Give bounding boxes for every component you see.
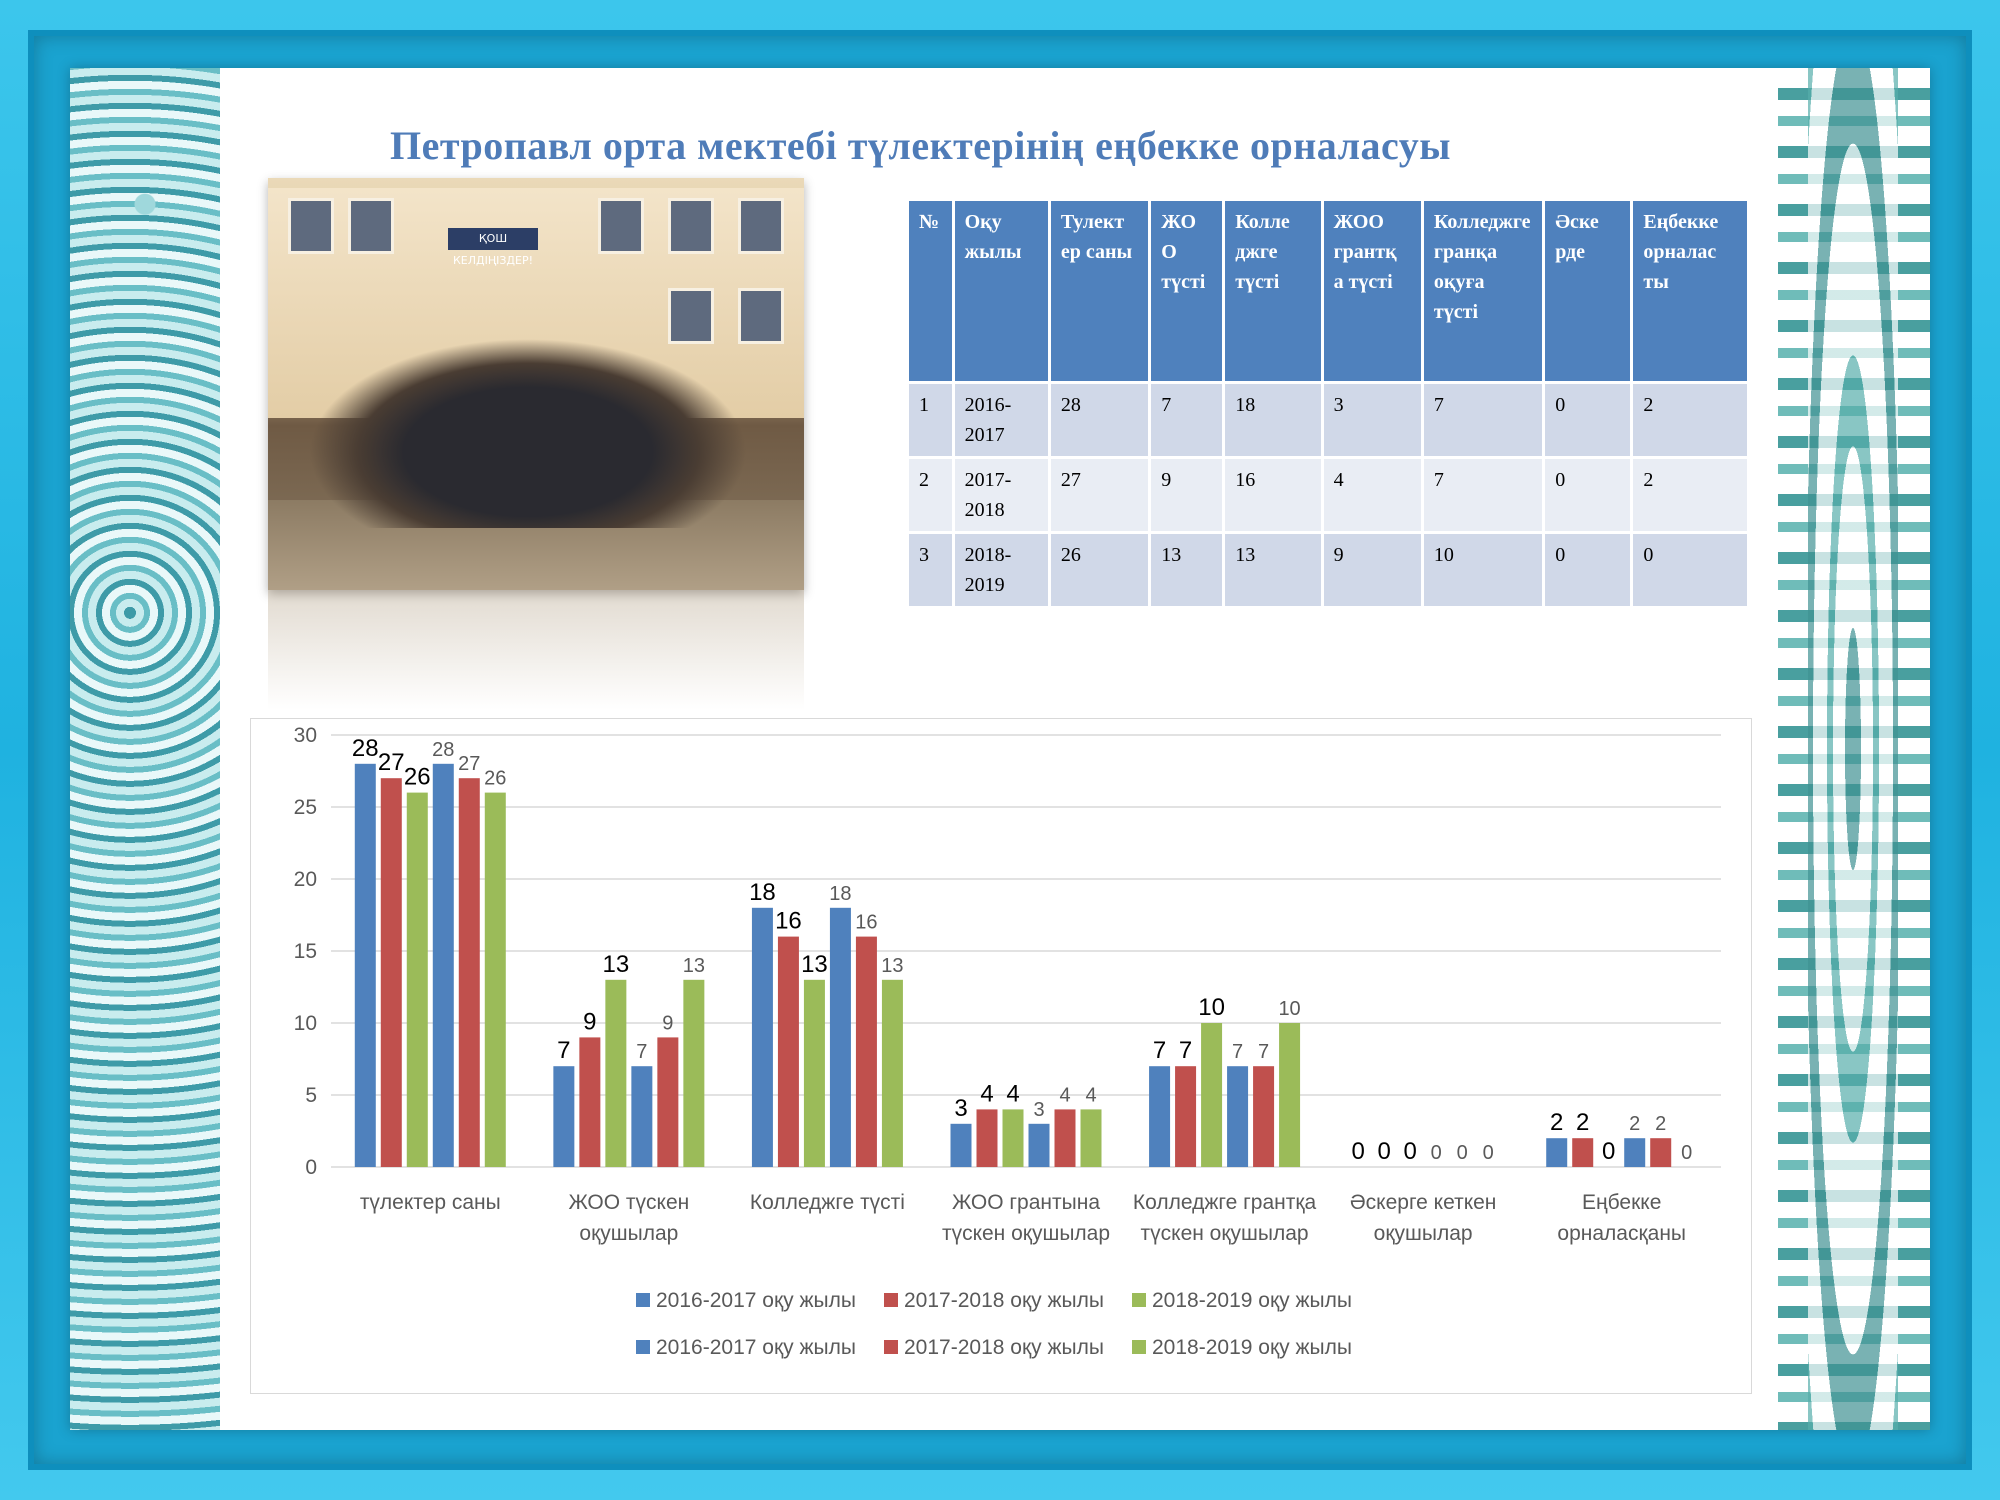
table-cell: 10 xyxy=(1424,534,1542,606)
photo-window xyxy=(668,288,714,344)
legend-swatch xyxy=(884,1340,898,1354)
school-photo xyxy=(268,178,804,590)
data-label: 7 xyxy=(557,1037,571,1065)
table-header-cell: ЖОО грантқ а түсті xyxy=(1324,201,1421,381)
data-label: 0 xyxy=(1456,1142,1468,1164)
bar xyxy=(1624,1138,1645,1167)
table-cell: 3 xyxy=(1324,384,1421,456)
table-cell: 13 xyxy=(1151,534,1222,606)
y-tick-label: 5 xyxy=(305,1084,317,1107)
x-tick-label: ЖОО грантына xyxy=(951,1191,1101,1214)
table-cell: 9 xyxy=(1151,459,1222,531)
bar xyxy=(1572,1138,1593,1167)
table-cell: 2 xyxy=(1633,459,1747,531)
x-tick-label: Колледжге түсті xyxy=(749,1191,905,1214)
legend-label: 2017-2018 оқу жылы xyxy=(904,1336,1104,1359)
bar-chart-container xyxy=(250,718,1752,1394)
data-label: 3 xyxy=(1033,1098,1045,1121)
table-header-cell: Колледжге гранқа оқуға түсті xyxy=(1424,201,1542,381)
x-tick-label: түлектер саны xyxy=(359,1191,501,1214)
x-tick-label: Әскерге кеткен xyxy=(1349,1191,1497,1214)
data-label: 7 xyxy=(636,1041,648,1064)
table-header-cell: Еңбекке орналас ты xyxy=(1633,201,1747,381)
data-label: 28 xyxy=(351,734,379,762)
table-cell: 0 xyxy=(1545,459,1630,531)
photo-reflection xyxy=(268,590,804,710)
table-row xyxy=(909,459,1747,531)
x-tick-label: түскен оқушылар xyxy=(1140,1222,1309,1245)
y-tick-label: 15 xyxy=(293,940,317,963)
table-header-cell: Әске рде xyxy=(1545,201,1630,381)
table-cell: 13 xyxy=(1225,534,1320,606)
table-cell: 0 xyxy=(1545,534,1630,606)
table-cell: 7 xyxy=(1424,384,1542,456)
bar xyxy=(1546,1138,1567,1167)
photo-window xyxy=(738,288,784,344)
data-label: 18 xyxy=(749,878,776,906)
table-row xyxy=(909,534,1747,606)
bar xyxy=(1029,1124,1050,1167)
table-cell: 4 xyxy=(1324,459,1421,531)
photo-window xyxy=(738,198,784,254)
data-label: 0 xyxy=(1403,1138,1417,1165)
x-tick-label: орналасқаны xyxy=(1557,1222,1687,1245)
legend-label: 2016-2017 оқу жылы xyxy=(656,1336,856,1359)
x-tick-label: ЖОО түскен xyxy=(568,1191,690,1214)
data-label: 27 xyxy=(458,753,481,776)
data-label: 13 xyxy=(602,950,630,978)
x-tick-label: Колледжге грантқа xyxy=(1132,1191,1317,1214)
legend-swatch xyxy=(636,1340,650,1354)
data-label: 26 xyxy=(484,767,507,790)
photo-sign: ҚОШ КЕЛДІҢІЗДЕР! xyxy=(448,228,538,250)
bar xyxy=(1055,1109,1076,1167)
legend-swatch xyxy=(1132,1293,1146,1307)
bar xyxy=(1149,1066,1170,1167)
data-label: 26 xyxy=(403,763,431,791)
bar xyxy=(485,793,506,1167)
bar xyxy=(1003,1109,1024,1167)
graduates-table xyxy=(906,198,1750,609)
table-cell: 0 xyxy=(1545,384,1630,456)
data-label: 7 xyxy=(1152,1037,1167,1065)
data-label: 0 xyxy=(1602,1138,1616,1165)
data-label: 0 xyxy=(1430,1142,1442,1164)
data-label: 9 xyxy=(662,1012,674,1035)
data-label: 27 xyxy=(377,749,405,777)
bar xyxy=(1175,1066,1196,1167)
table-header-cell: Оқу жылы xyxy=(955,201,1048,381)
table-cell: 26 xyxy=(1051,534,1148,606)
table-cell: 7 xyxy=(1424,459,1542,531)
x-tick-label: Еңбекке xyxy=(1582,1191,1662,1214)
data-label: 2 xyxy=(1655,1113,1667,1136)
bar xyxy=(381,778,402,1167)
data-label: 3 xyxy=(954,1094,968,1122)
bar xyxy=(459,778,480,1167)
data-label: 9 xyxy=(583,1008,597,1036)
bar xyxy=(882,980,903,1167)
table-cell: 27 xyxy=(1051,459,1148,531)
bar xyxy=(407,793,428,1167)
page-title: Петропавл орта мектебі түлектерінің еңбекке орналасуы xyxy=(390,123,1452,168)
photo-people xyxy=(308,338,748,528)
y-tick-label: 30 xyxy=(293,724,317,747)
bar xyxy=(1253,1066,1274,1167)
data-label: 4 xyxy=(1059,1084,1071,1107)
bar xyxy=(631,1066,652,1167)
legend-swatch xyxy=(884,1293,898,1307)
data-label: 16 xyxy=(775,907,802,935)
y-tick-label: 25 xyxy=(293,796,317,819)
data-label: 28 xyxy=(432,738,455,761)
table-header-cell: Тулект ер саны xyxy=(1051,201,1148,381)
data-label: 0 xyxy=(1351,1138,1365,1165)
bar xyxy=(683,980,704,1167)
data-label: 2 xyxy=(1629,1113,1641,1136)
data-label: 4 xyxy=(1006,1080,1020,1108)
x-tick-label: түскен оқушылар xyxy=(941,1222,1111,1245)
table-cell: 28 xyxy=(1051,384,1148,456)
table-header-cell: ЖО О түсті xyxy=(1151,201,1222,381)
table-cell: 2 xyxy=(1633,384,1747,456)
bar xyxy=(605,980,626,1167)
bar xyxy=(579,1037,600,1167)
bar xyxy=(1650,1138,1671,1167)
y-tick-label: 0 xyxy=(305,1156,317,1179)
data-label: 7 xyxy=(1232,1041,1244,1064)
bar xyxy=(553,1066,574,1167)
table-cell: 2017-2018 xyxy=(955,459,1048,531)
legend-swatch xyxy=(1132,1340,1146,1354)
x-tick-label: оқушылар xyxy=(579,1222,679,1245)
bar-chart xyxy=(251,719,1751,1393)
data-label: 16 xyxy=(855,911,878,934)
bar xyxy=(830,908,851,1167)
bar xyxy=(657,1037,678,1167)
bar xyxy=(1081,1109,1102,1167)
data-label: 10 xyxy=(1198,994,1225,1021)
data-label: 13 xyxy=(881,954,904,977)
bar xyxy=(804,980,825,1167)
bar xyxy=(856,937,877,1167)
table-header-cell: № xyxy=(909,201,952,381)
table-cell: 18 xyxy=(1225,384,1320,456)
legend-swatch xyxy=(636,1293,650,1307)
table-cell: 3 xyxy=(909,534,952,606)
bar xyxy=(752,908,773,1167)
table-cell: 2018-2019 xyxy=(955,534,1048,606)
legend-label: 2018-2019 оқу жылы xyxy=(1152,1336,1352,1359)
table-cell: 2016-2017 xyxy=(955,384,1048,456)
table-cell: 9 xyxy=(1324,534,1421,606)
table-header-cell: Колле джге түсті xyxy=(1225,201,1320,381)
data-label: 0 xyxy=(1377,1138,1391,1165)
bar xyxy=(1227,1066,1248,1167)
photo-window xyxy=(668,198,714,254)
bar xyxy=(355,764,376,1167)
table-header-row xyxy=(909,201,1747,381)
data-label: 10 xyxy=(1278,998,1301,1020)
table-row xyxy=(909,384,1747,456)
bar xyxy=(977,1109,998,1167)
x-tick-label: оқушылар xyxy=(1373,1222,1473,1245)
legend-label: 2016-2017 оқу жылы xyxy=(656,1289,856,1312)
data-label: 2 xyxy=(1550,1109,1564,1137)
photo-window xyxy=(598,198,644,254)
data-label: 2 xyxy=(1576,1109,1590,1137)
photo-window xyxy=(288,198,334,254)
data-label: 7 xyxy=(1258,1041,1270,1064)
data-label: 13 xyxy=(682,954,705,977)
bar xyxy=(1201,1023,1222,1167)
table-cell: 0 xyxy=(1633,534,1747,606)
bar xyxy=(433,764,454,1167)
bar xyxy=(778,937,799,1167)
data-label: 0 xyxy=(1681,1142,1693,1164)
data-label: 13 xyxy=(801,950,828,978)
legend-label: 2017-2018 оқу жылы xyxy=(904,1289,1104,1312)
y-tick-label: 20 xyxy=(293,868,317,891)
y-tick-label: 10 xyxy=(293,1012,317,1035)
table-cell: 16 xyxy=(1225,459,1320,531)
data-label: 4 xyxy=(1085,1084,1097,1107)
data-label: 18 xyxy=(829,882,852,905)
legend-label: 2018-2019 оқу жылы xyxy=(1152,1289,1352,1312)
ornament-left-border xyxy=(70,68,220,1430)
data-label: 0 xyxy=(1482,1142,1494,1164)
table-cell: 1 xyxy=(909,384,952,456)
bar xyxy=(951,1124,972,1167)
data-label: 4 xyxy=(980,1080,994,1108)
bar xyxy=(1279,1023,1300,1167)
table-cell: 2 xyxy=(909,459,952,531)
table-cell: 7 xyxy=(1151,384,1222,456)
ornament-right-border xyxy=(1778,68,1930,1430)
photo-window xyxy=(348,198,394,254)
data-label: 7 xyxy=(1178,1037,1193,1065)
